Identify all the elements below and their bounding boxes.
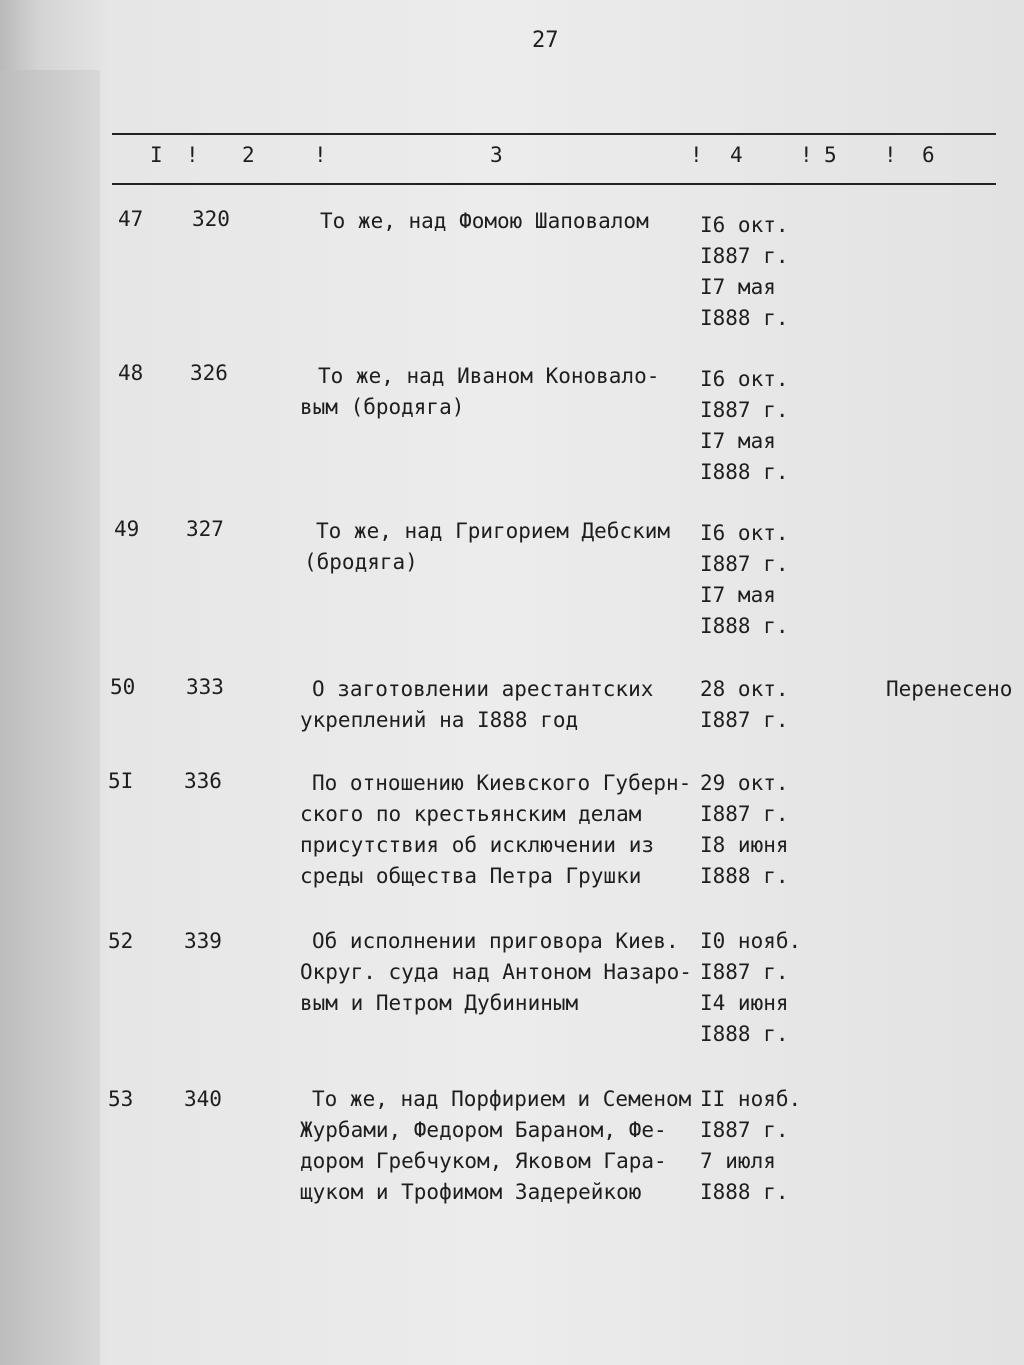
case-title-line: (бродяга) bbox=[304, 550, 418, 574]
col-1-header: I bbox=[150, 143, 163, 167]
case-title-line: О заготовлении арестантских bbox=[312, 677, 654, 701]
case-title-line: То же, над Порфирием и Семеном bbox=[312, 1087, 692, 1111]
case-date-line: I7 мая bbox=[700, 429, 776, 453]
case-title-line: Об исполнении приговора Киев. bbox=[312, 929, 679, 953]
case-number: 340 bbox=[184, 1087, 222, 1111]
col-separator: ! bbox=[314, 143, 327, 167]
col-6-header: 6 bbox=[922, 143, 935, 167]
case-number: 327 bbox=[186, 517, 224, 541]
case-date-line: I887 г. bbox=[700, 960, 789, 984]
case-number: 336 bbox=[184, 769, 222, 793]
case-number: 326 bbox=[190, 361, 228, 385]
col-separator: ! bbox=[884, 143, 897, 167]
case-date-line: I887 г. bbox=[700, 1118, 789, 1142]
case-note: Перенесено bbox=[886, 677, 1013, 701]
header-bottom-rule bbox=[112, 183, 996, 185]
col-5-header: 5 bbox=[824, 143, 837, 167]
case-date-line: 28 окт. bbox=[700, 677, 789, 701]
case-date-line: I0 нояб. bbox=[700, 929, 802, 953]
case-title-line: ского по крестьянским делам bbox=[300, 802, 642, 826]
case-date-line: I887 г. bbox=[700, 398, 789, 422]
case-date-line: I887 г. bbox=[700, 802, 789, 826]
case-number: 339 bbox=[184, 929, 222, 953]
case-date-line: I8 июня bbox=[700, 833, 789, 857]
row-number: 5I bbox=[108, 769, 134, 793]
case-title-line: вым и Петром Дубининым bbox=[300, 991, 579, 1015]
case-title-line: Округ. суда над Антоном Назаро- bbox=[300, 960, 692, 984]
case-date-line: I888 г. bbox=[700, 1180, 789, 1204]
case-date-line: I6 окт. bbox=[700, 521, 789, 545]
case-date-line: I6 окт. bbox=[700, 367, 789, 391]
case-date-line: I6 окт. bbox=[700, 213, 789, 237]
case-title-line: То же, над Иваном Коновало- bbox=[318, 364, 660, 388]
col-separator: ! bbox=[186, 143, 199, 167]
row-number: 52 bbox=[108, 929, 134, 953]
case-date-line: I888 г. bbox=[700, 306, 789, 330]
case-date-line: 29 окт. bbox=[700, 771, 789, 795]
case-title-line: присутствия об исключении из bbox=[300, 833, 655, 857]
row-number: 48 bbox=[118, 361, 144, 385]
row-number: 50 bbox=[110, 675, 136, 699]
case-number: 320 bbox=[192, 207, 230, 231]
header-top-rule bbox=[112, 133, 996, 135]
case-date-line: I887 г. bbox=[700, 552, 789, 576]
case-date-line: I888 г. bbox=[700, 460, 789, 484]
case-date-line: I888 г. bbox=[700, 1022, 789, 1046]
col-2-header: 2 bbox=[242, 143, 255, 167]
case-title-line: Журбами, Федором Бараном, Фе- bbox=[300, 1118, 667, 1142]
col-separator: ! bbox=[690, 143, 703, 167]
row-number: 47 bbox=[118, 207, 144, 231]
case-title-line: дором Гребчуком, Яковом Гара- bbox=[300, 1149, 667, 1173]
case-title-line: среды общества Петра Грушки bbox=[300, 864, 642, 888]
row-number: 53 bbox=[108, 1087, 134, 1111]
case-date-line: I7 мая bbox=[700, 275, 776, 299]
row-number: 49 bbox=[114, 517, 140, 541]
case-date-line: II нояб. bbox=[700, 1087, 802, 1111]
case-number: 333 bbox=[186, 675, 224, 699]
case-date-line: I887 г. bbox=[700, 244, 789, 268]
col-3-header: 3 bbox=[490, 143, 503, 167]
case-title-line: По отношению Киевского Губерн- bbox=[312, 771, 692, 795]
case-date-line: I7 мая bbox=[700, 583, 776, 607]
previous-page-edge bbox=[0, 70, 100, 1365]
case-date-line: I888 г. bbox=[700, 614, 789, 638]
page-number: 27 bbox=[532, 28, 559, 53]
col-separator: ! bbox=[800, 143, 813, 167]
case-title-line: щуком и Трофимом Задерейкою bbox=[300, 1180, 642, 1204]
case-date-line: I887 г. bbox=[700, 708, 789, 732]
case-title-line: вым (бродяга) bbox=[300, 395, 465, 419]
case-date-line: I4 июня bbox=[700, 991, 789, 1015]
case-title-line: То же, над Фомою Шаповалом bbox=[320, 209, 649, 233]
case-date-line: 7 июля bbox=[700, 1149, 776, 1173]
col-4-header: 4 bbox=[730, 143, 743, 167]
case-title-line: укреплений на I888 год bbox=[300, 708, 579, 732]
case-title-line: То же, над Григорием Дебским bbox=[316, 519, 671, 543]
case-date-line: I888 г. bbox=[700, 864, 789, 888]
